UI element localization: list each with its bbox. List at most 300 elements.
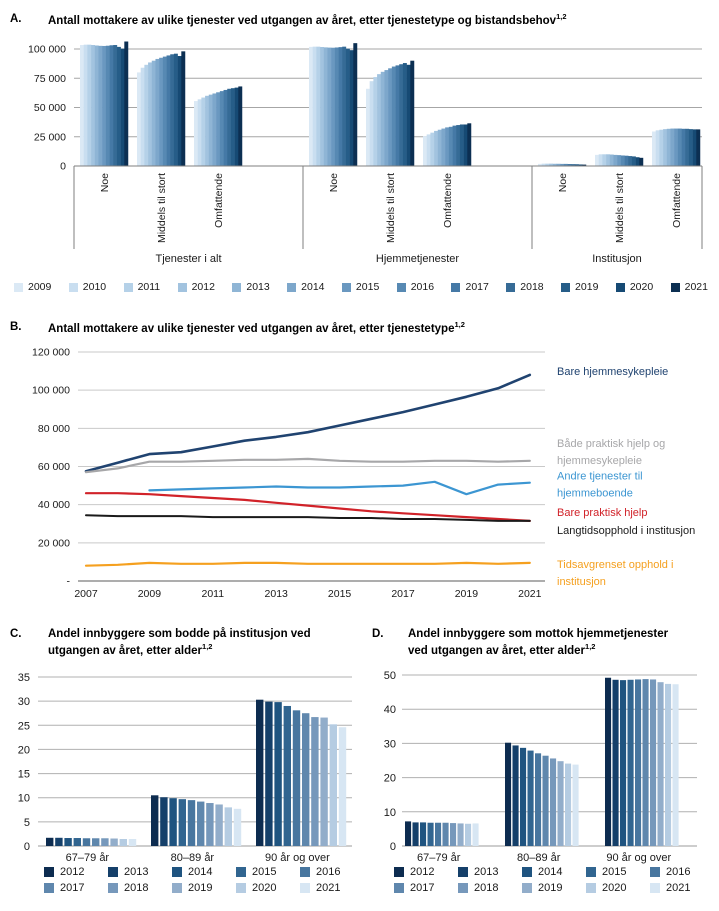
y-axis-tick-label: 5 xyxy=(23,816,30,829)
bar-Middels til stort-2013 xyxy=(610,155,614,166)
bar-Noe-2021 xyxy=(124,42,128,166)
bar-Middels til stort-2020 xyxy=(636,157,640,166)
bar-Noe-2014 xyxy=(98,46,102,166)
legend-item xyxy=(44,882,108,894)
bar-Noe-2016 xyxy=(335,47,339,166)
legend-swatch-icon xyxy=(522,867,532,877)
y-axis-tick-label: 80 000 xyxy=(37,422,70,435)
legend-swatch-icon xyxy=(178,283,187,292)
bar-80–89 år-2020 xyxy=(565,764,571,846)
y-axis-tick-label: 40 xyxy=(383,704,396,717)
legend-swatch-icon xyxy=(506,283,515,292)
bar-Middels til stort-2014 xyxy=(155,59,159,166)
y-axis-tick-label: 100 000 xyxy=(32,384,70,397)
legend-year-label: 2015 xyxy=(355,281,380,293)
bar-Omfattende-2016 xyxy=(449,127,453,166)
bar-Middels til stort-2010 xyxy=(141,68,145,166)
y-axis-tick-label: 0 xyxy=(23,841,30,853)
legend-swatch-icon xyxy=(522,883,532,893)
chart-c-bar-chart xyxy=(0,662,360,864)
bar-Noe-2015 xyxy=(102,46,106,166)
legend-item xyxy=(124,281,161,293)
y-axis-tick-label: 10 xyxy=(17,792,30,805)
panel-d-label: D. xyxy=(372,628,384,640)
legend-swatch-icon xyxy=(586,867,596,877)
bar-Omfattende-2013 xyxy=(438,130,442,166)
bar-67–79 år-2018 xyxy=(450,823,456,846)
line-series xyxy=(149,482,529,494)
bar-80–89 år-2016 xyxy=(188,800,195,846)
bar-90 år og over-2018 xyxy=(650,679,656,846)
legend-swatch-icon xyxy=(172,883,182,893)
bar-90 år og over-2021 xyxy=(339,727,346,846)
bar-Omfattende-2011 xyxy=(201,98,205,166)
footnote-ref-b: 1,2 xyxy=(454,320,465,329)
legend-year-label: 2016 xyxy=(316,866,341,878)
x-axis-tick-label: 2011 xyxy=(201,588,225,600)
legend-item xyxy=(44,866,108,878)
category-label: 67–79 år xyxy=(65,852,110,864)
bar-90 år og over-2016 xyxy=(635,679,641,846)
bar-80–89 år-2013 xyxy=(160,797,167,846)
bar-Omfattende-2015 xyxy=(445,127,449,166)
bar-Omfattende-2016 xyxy=(220,91,224,166)
legend-item xyxy=(397,281,434,293)
legend-item xyxy=(14,281,51,293)
bar-Middels til stort-2012 xyxy=(148,62,152,166)
bar-Middels til stort-2009 xyxy=(137,72,141,166)
y-axis-tick-label: 0 xyxy=(389,841,396,853)
bar-67–79 år-2021 xyxy=(129,839,136,846)
legend-item xyxy=(300,882,364,894)
bar-Noe-2012 xyxy=(320,47,324,166)
bar-Omfattende-2018 xyxy=(227,89,231,166)
legend-year-label: 2016 xyxy=(666,866,691,878)
bar-Middels til stort-2011 xyxy=(602,154,606,166)
bar-Omfattende-2010 xyxy=(656,130,660,166)
bar-Middels til stort-2009 xyxy=(595,155,599,166)
x-axis-tick-label: 2015 xyxy=(327,588,352,600)
chart-a-legend xyxy=(14,281,708,293)
bar-Middels til stort-2009 xyxy=(366,89,370,166)
bar-90 år og over-2017 xyxy=(302,713,309,846)
bar-Noe-2013 xyxy=(95,45,99,166)
bar-Noe-2021 xyxy=(353,43,357,166)
y-axis-tick-label: 40 000 xyxy=(37,499,70,512)
bar-Omfattende-2019 xyxy=(689,129,693,166)
bar-Middels til stort-2018 xyxy=(628,156,632,166)
legend-item xyxy=(451,281,488,293)
y-axis-tick-label: 25 000 xyxy=(33,131,66,144)
bar-Middels til stort-2010 xyxy=(599,154,603,166)
category-label: 90 år og over xyxy=(264,852,330,864)
bar-Noe-2010 xyxy=(84,45,88,166)
bar-Middels til stort-2017 xyxy=(625,156,629,166)
bar-Noe-2019 xyxy=(346,49,350,166)
panel-b-title xyxy=(10,320,710,337)
legend-swatch-icon xyxy=(236,883,246,893)
legend-item xyxy=(458,882,522,894)
bar-Middels til stort-2015 xyxy=(617,155,621,166)
bar-80–89 år-2018 xyxy=(206,803,213,846)
category-label-rotated: Noe xyxy=(557,173,569,193)
bar-67–79 år-2014 xyxy=(420,822,426,846)
panel-b-label: B. xyxy=(10,321,22,333)
legend-swatch-icon xyxy=(586,883,596,893)
legend-swatch-icon xyxy=(671,283,680,292)
category-label-rotated: Omfattende xyxy=(671,173,683,228)
bar-90 år og over-2014 xyxy=(274,702,281,846)
bar-Middels til stort-2012 xyxy=(606,154,610,166)
legend-year-label: 2012 xyxy=(410,866,435,878)
y-axis-tick-label: 30 xyxy=(17,696,30,709)
legend-item xyxy=(236,882,300,894)
legend-year-label: 2009 xyxy=(28,281,52,293)
legend-item xyxy=(394,866,458,878)
bar-67–79 år-2016 xyxy=(83,838,90,846)
bar-90 år og over-2021 xyxy=(673,684,679,846)
panel-b-title-text: Antall mottakere av ulike tjenester ved utgangen av året, etter tjenestetype$^{1,2}$ xyxy=(48,320,465,335)
legend-swatch-icon xyxy=(342,283,351,292)
panel-a-label: A. xyxy=(10,13,22,25)
bar-67–79 år-2020 xyxy=(120,839,127,846)
y-axis-tick-label: 30 xyxy=(383,738,396,751)
bar-Noe-2013 xyxy=(324,47,328,166)
bar-Middels til stort-2016 xyxy=(621,155,625,166)
bar-90 år og over-2019 xyxy=(320,718,327,846)
bar-Middels til stort-2010 xyxy=(370,81,374,166)
y-axis-tick-label: 50 xyxy=(383,670,396,682)
bar-Omfattende-2015 xyxy=(674,129,678,166)
bar-Omfattende-2012 xyxy=(205,96,209,166)
legend-item xyxy=(506,281,543,293)
bar-80–89 år-2015 xyxy=(179,799,186,846)
legend-item xyxy=(394,882,458,894)
legend-year-label: 2020 xyxy=(602,882,627,894)
bar-90 år og over-2014 xyxy=(620,680,626,846)
bar-67–79 år-2018 xyxy=(101,838,108,846)
bar-90 år og over-2013 xyxy=(265,702,272,846)
bar-90 år og over-2015 xyxy=(284,706,291,846)
bar-80–89 år-2012 xyxy=(151,795,158,846)
series-label: Tidsavgrenset opphold i xyxy=(557,558,674,571)
bar-80–89 år-2013 xyxy=(513,745,519,846)
bar-Omfattende-2011 xyxy=(430,133,434,166)
x-axis-tick-label: 2013 xyxy=(264,588,288,600)
category-label-rotated: Middels til stort xyxy=(385,173,397,244)
bar-80–89 år-2019 xyxy=(558,761,564,846)
legend-year-label: 2014 xyxy=(188,866,213,878)
bar-Omfattende-2010 xyxy=(427,134,431,166)
legend-year-label: 2018 xyxy=(124,882,149,894)
bar-80–89 år-2019 xyxy=(215,804,222,846)
series-label: Bare hjemmesykepleie xyxy=(557,365,669,378)
legend-year-label: 2014 xyxy=(538,866,563,878)
legend-year-label: 2018 xyxy=(520,281,544,293)
bar-80–89 år-2020 xyxy=(225,807,232,846)
bar-Middels til stort-2019 xyxy=(403,63,407,166)
legend-year-label: 2010 xyxy=(82,281,107,293)
x-axis-tick-label: 2009 xyxy=(137,588,162,600)
panel-d-title-text: Andel innbyggere som mottok hjemmetjenester ved utgangen av året, etter alder$^{1,2}$ xyxy=(408,628,669,657)
bar-80–89 år-2021 xyxy=(573,765,579,846)
chart-d-bar-chart xyxy=(360,662,719,864)
line-series xyxy=(86,375,530,471)
legend-item xyxy=(69,281,106,293)
bar-Middels til stort-2016 xyxy=(392,67,396,166)
legend-item xyxy=(108,866,172,878)
y-axis-tick-label: 25 xyxy=(17,720,30,733)
legend-item xyxy=(300,866,364,878)
bar-Middels til stort-2021 xyxy=(639,158,643,166)
legend-swatch-icon xyxy=(451,283,460,292)
bar-67–79 år-2019 xyxy=(458,823,464,846)
series-label: hjemmesykepleie xyxy=(557,454,642,467)
x-axis-tick-label: 2021 xyxy=(518,588,542,600)
legend-year-label: 2021 xyxy=(684,281,708,293)
bar-90 år og over-2013 xyxy=(613,680,619,846)
bar-80–89 år-2014 xyxy=(520,748,526,846)
bar-Middels til stort-2017 xyxy=(167,55,171,166)
y-axis-tick-label: 0 xyxy=(60,160,66,173)
bar-80–89 år-2016 xyxy=(535,753,541,846)
bar-Middels til stort-2019 xyxy=(174,54,178,166)
legend-swatch-icon xyxy=(232,283,241,292)
bar-Omfattende-2009 xyxy=(423,136,427,166)
legend-swatch-icon xyxy=(69,283,78,292)
bar-Noe-2016 xyxy=(106,46,110,166)
legend-item xyxy=(522,866,586,878)
bar-Omfattende-2019 xyxy=(460,124,464,166)
chart-d-legend xyxy=(394,866,714,894)
bar-Omfattende-2010 xyxy=(198,99,202,166)
x-axis-tick-label: 2007 xyxy=(74,588,98,600)
group-label: Institusjon xyxy=(592,253,642,265)
bar-Omfattende-2017 xyxy=(453,126,457,166)
legend-swatch-icon xyxy=(397,283,406,292)
legend-item xyxy=(342,281,379,293)
bar-Omfattende-2017 xyxy=(224,90,228,166)
legend-item xyxy=(172,866,236,878)
legend-year-label: 2018 xyxy=(474,882,499,894)
category-label: 80–89 år xyxy=(517,852,561,864)
category-label: 67–79 år xyxy=(417,852,461,864)
legend-year-label: 2016 xyxy=(410,281,435,293)
legend-year-label: 2015 xyxy=(602,866,627,878)
bar-Middels til stort-2015 xyxy=(388,68,392,166)
legend-year-label: 2013 xyxy=(124,866,149,878)
bar-Noe-2015 xyxy=(331,48,335,166)
bar-Omfattende-2013 xyxy=(209,95,213,166)
bar-67–79 år-2017 xyxy=(443,823,449,846)
category-label-rotated: Omfattende xyxy=(213,173,225,228)
legend-year-label: 2019 xyxy=(575,281,599,293)
bar-Middels til stort-2020 xyxy=(407,65,411,166)
bar-Omfattende-2016 xyxy=(678,129,682,166)
legend-swatch-icon xyxy=(394,883,404,893)
bar-90 år og over-2020 xyxy=(665,684,671,846)
legend-year-label: 2012 xyxy=(191,281,215,293)
bar-Omfattende-2011 xyxy=(659,130,663,166)
footnote-ref-c: 1,2 xyxy=(202,641,213,651)
series-label: Andre tjenester til xyxy=(557,470,643,483)
y-axis-tick-label: - xyxy=(66,575,70,588)
bar-Noe-2009 xyxy=(80,45,84,166)
bar-Noe-2009 xyxy=(309,47,313,166)
legend-item xyxy=(458,866,522,878)
bar-Omfattende-2009 xyxy=(194,101,198,166)
bar-90 år og over-2020 xyxy=(330,724,337,846)
category-label-rotated: Omfattende xyxy=(442,173,454,228)
series-label: Bare praktisk hjelp xyxy=(557,506,648,519)
bar-Middels til stort-2020 xyxy=(178,56,182,166)
legend-year-label: 2013 xyxy=(474,866,499,878)
y-axis-tick-label: 60 000 xyxy=(37,461,70,473)
bar-Noe-2011 xyxy=(87,45,91,166)
legend-swatch-icon xyxy=(14,283,23,292)
category-label-rotated: Noe xyxy=(99,173,111,193)
legend-swatch-icon xyxy=(394,867,404,877)
y-axis-tick-label: 10 xyxy=(383,806,396,819)
legend-swatch-icon xyxy=(458,883,468,893)
bar-90 år og over-2018 xyxy=(311,717,318,846)
line-series xyxy=(86,459,530,472)
bar-Noe-2020 xyxy=(350,50,354,166)
bar-80–89 år-2015 xyxy=(528,751,534,846)
bar-Middels til stort-2016 xyxy=(163,57,167,166)
x-axis-tick-label: 2019 xyxy=(454,588,479,600)
legend-item xyxy=(586,882,650,894)
series-label: Både praktisk hjelp og xyxy=(557,437,666,450)
legend-swatch-icon xyxy=(236,867,246,877)
legend-swatch-icon xyxy=(108,883,118,893)
category-label-rotated: Middels til stort xyxy=(156,173,168,244)
bar-Omfattende-2014 xyxy=(212,93,216,166)
panel-a-title-text: Antall mottakere av ulike tjenester ved utgangen av året, etter tjenestetype og bistandsbehov$^{1,2}$ xyxy=(48,12,567,27)
legend-swatch-icon xyxy=(650,883,660,893)
bar-Noe-2011 xyxy=(316,47,320,166)
bar-67–79 år-2016 xyxy=(435,823,441,846)
series-label: Langtidsopphold i institusjon xyxy=(557,524,696,537)
legend-item xyxy=(232,281,269,293)
category-label: 80–89 år xyxy=(170,852,215,864)
bar-Omfattende-2014 xyxy=(441,129,445,166)
bar-Middels til stort-2019 xyxy=(632,156,636,166)
legend-item xyxy=(561,281,598,293)
bar-Middels til stort-2014 xyxy=(384,70,388,166)
y-axis-tick-label: 50 000 xyxy=(33,102,66,114)
bar-Omfattende-2012 xyxy=(434,131,438,166)
series-label: institusjon xyxy=(557,575,606,588)
legend-year-label: 2017 xyxy=(60,882,85,894)
bar-Noe-2018 xyxy=(342,47,346,166)
category-label: 90 år og over xyxy=(606,852,672,864)
bar-Middels til stort-2015 xyxy=(159,58,163,166)
bar-Middels til stort-2011 xyxy=(144,65,148,166)
bar-67–79 år-2021 xyxy=(473,823,479,846)
y-axis-tick-label: 100 000 xyxy=(28,43,66,56)
bar-Middels til stort-2014 xyxy=(613,155,617,166)
bar-Middels til stort-2017 xyxy=(396,65,400,166)
panel-d-title xyxy=(372,627,680,659)
bar-90 år og over-2012 xyxy=(256,700,263,846)
legend-year-label: 2012 xyxy=(60,866,85,878)
legend-swatch-icon xyxy=(650,867,660,877)
legend-year-label: 2021 xyxy=(316,882,341,894)
legend-year-label: 2019 xyxy=(538,882,563,894)
legend-year-label: 2014 xyxy=(301,281,325,293)
legend-year-label: 2011 xyxy=(137,281,161,293)
legend-item xyxy=(287,281,324,293)
y-axis-tick-label: 15 xyxy=(17,768,30,781)
bar-Noe-2019 xyxy=(117,47,121,166)
bar-Omfattende-2012 xyxy=(663,129,667,166)
legend-item xyxy=(650,866,714,878)
legend-swatch-icon xyxy=(108,867,118,877)
legend-swatch-icon xyxy=(300,867,310,877)
bar-Noe-2017 xyxy=(110,45,114,166)
bar-Middels til stort-2013 xyxy=(381,72,385,166)
y-axis-tick-label: 35 xyxy=(17,672,30,684)
bar-67–79 år-2020 xyxy=(465,824,471,846)
bar-Noe-2012 xyxy=(91,45,95,166)
footnote-ref-a: 1,2 xyxy=(556,12,567,21)
legend-item xyxy=(236,866,300,878)
bar-90 år og over-2019 xyxy=(658,682,664,846)
legend-swatch-icon xyxy=(44,867,54,877)
bar-Middels til stort-2011 xyxy=(373,77,377,166)
bar-80–89 år-2021 xyxy=(234,809,241,846)
bar-Omfattende-2018 xyxy=(685,129,689,166)
bar-67–79 år-2017 xyxy=(92,838,99,846)
bar-80–89 år-2017 xyxy=(543,756,549,846)
category-label-rotated: Noe xyxy=(328,173,340,193)
bar-Noe-2018 xyxy=(113,45,117,166)
line-series xyxy=(86,563,530,566)
legend-year-label: 2020 xyxy=(629,281,654,293)
bar-67–79 år-2013 xyxy=(55,838,62,846)
legend-item xyxy=(586,866,650,878)
bar-Middels til stort-2018 xyxy=(170,54,174,166)
bar-Middels til stort-2012 xyxy=(377,74,381,166)
bar-80–89 år-2018 xyxy=(550,758,556,846)
bar-67–79 år-2013 xyxy=(413,822,419,846)
bar-Omfattende-2013 xyxy=(667,129,671,166)
bar-90 år og over-2015 xyxy=(628,680,634,846)
legend-swatch-icon xyxy=(300,883,310,893)
group-label: Tjenester i alt xyxy=(155,253,222,265)
legend-item xyxy=(671,281,708,293)
legend-swatch-icon xyxy=(616,283,625,292)
bar-Omfattende-2018 xyxy=(456,125,460,166)
bar-Omfattende-2009 xyxy=(652,131,656,166)
bar-67–79 år-2015 xyxy=(74,838,81,846)
legend-year-label: 2015 xyxy=(252,866,277,878)
legend-swatch-icon xyxy=(124,283,133,292)
bar-Omfattende-2015 xyxy=(216,92,220,166)
x-axis-tick-label: 2017 xyxy=(391,588,415,600)
legend-year-label: 2013 xyxy=(246,281,270,293)
bar-80–89 år-2017 xyxy=(197,802,204,846)
panel-c-title xyxy=(10,627,316,659)
chart-c-legend xyxy=(44,866,364,894)
bar-Omfattende-2019 xyxy=(231,88,235,166)
category-label-rotated: Middels til stort xyxy=(614,173,626,244)
bar-Omfattende-2021 xyxy=(238,86,242,166)
footnote-ref-d: 1,2 xyxy=(585,641,596,651)
panel-c-title-text: Andel innbyggere som bodde på institusjon ved utgangen av året, etter alder$^{1,2}$ xyxy=(48,628,311,657)
legend-item xyxy=(178,281,215,293)
